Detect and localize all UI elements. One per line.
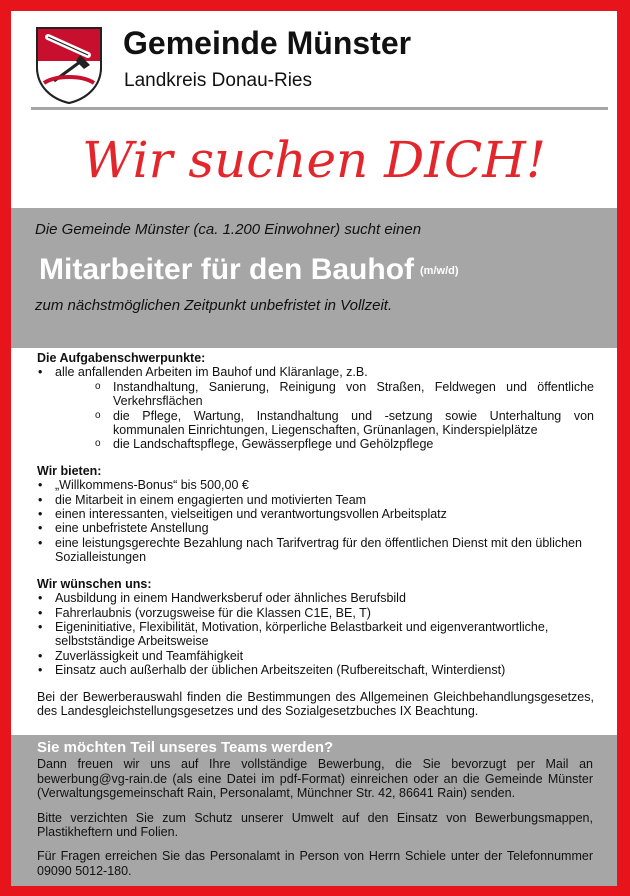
list-item xyxy=(37,365,594,451)
offer-heading: Wir bieten: xyxy=(37,463,102,478)
tasks-heading: Die Aufgabenschwerpunkte: xyxy=(37,351,206,365)
job-title-text: Mitarbeiter für den Bauhof xyxy=(39,253,415,286)
poster-page xyxy=(11,11,617,886)
list-item: • Eigeninitiative, Flexibilität, Motivation, körperliche Belastbarkeit und eigenverantwortliche, selbstständige Arbeitsweise xyxy=(37,620,594,649)
application-text: Dann freuen wir uns auf Ihre vollständige Bewerbung, die Sie bevorzugt per Mail an bewerbung@vg-rain.de (als eine Datei im pdf-Format) einreichen oder an die Gemeinde Münster (Verwaltungsgemeinschaft Rain, Personalamt, Münchner Str. 42, 86641 Rain) senden. xyxy=(37,757,593,801)
job-description xyxy=(37,351,594,718)
job-terms: zum nächstmöglichen Zeitpunkt unbefristet in Vollzeit. xyxy=(35,297,393,314)
tasks-list xyxy=(37,365,594,451)
contact-box xyxy=(11,735,617,886)
list-item: • eine unbefristete Anstellung xyxy=(37,521,594,535)
environment-note: Bitte verzichten Sie zum Schutz unserer Umwelt auf den Einsatz von Bewerbungsmappen, Plastikheftern und Folien. xyxy=(37,810,593,840)
header-divider xyxy=(31,107,608,110)
list-item: o die Landschaftspflege, Gewässerpflege und Gehölzpflege xyxy=(95,437,594,451)
contact-content xyxy=(37,741,593,886)
org-name: Gemeinde Münster xyxy=(123,25,412,61)
job-title xyxy=(39,253,459,287)
job-intro: Die Gemeinde Münster (ca. 1.200 Einwohner) sucht einen xyxy=(35,221,422,238)
list-item: • einen interessanten, vielseitigen und verantwortungsvollen Arbeitsplatz xyxy=(37,507,594,521)
offer-list xyxy=(37,478,594,564)
list-item: • die Mitarbeit in einem engagierten und motivierten Team xyxy=(37,493,594,507)
org-district: Landkreis Donau-Ries xyxy=(124,70,312,91)
legal-note: Bei der Bewerberauswahl finden die Bestimmungen des Allgemeinen Gleichbehandlungsgesetzes, des Landesgleichstellungsgesetzes und des Sozialgesetzbuches IX Beachtung. xyxy=(37,689,594,718)
list-item: • Ausbildung in einem Handwerksberuf oder ähnliches Berufsbild xyxy=(37,591,594,605)
headline: Wir suchen DICH! xyxy=(82,131,546,189)
tasks-sublist xyxy=(55,380,594,452)
contact-title: Sie möchten Teil unseres Teams werden? xyxy=(37,739,334,756)
phone-note: Für Fragen erreichen Sie das Personalamt in Person von Herrn Schiele unter der Telefonnummer 09090 5012-180. xyxy=(37,849,593,878)
coat-of-arms-icon xyxy=(34,25,104,105)
list-item: • eine leistungsgerechte Bezahlung nach Tarifvertrag für den öffentlichen Dienst mit den üblichen Sozialleistungen xyxy=(37,536,594,565)
list-item: o Instandhaltung, Sanierung, Reinigung von Straßen, Feldwegen und öffentliche Verkehrsflächen xyxy=(95,380,594,409)
wish-list xyxy=(37,591,594,677)
tasks-main: alle anfallenden Arbeiten im Bauhof und Kläranlage, z.B. xyxy=(55,365,368,380)
list-item: • „Willkommens-Bonus“ bis 500,00 € xyxy=(37,478,594,492)
wish-heading: Wir wünschen uns: xyxy=(37,576,152,591)
list-item: • Fahrerlaubnis (vorzugsweise für die Klassen C1E, BE, T) xyxy=(37,606,594,620)
list-item: • Einsatz auch außerhalb der üblichen Arbeitszeiten (Rufbereitschaft, Winterdienst) xyxy=(37,663,594,677)
list-item: o die Pflege, Wartung, Instandhaltung und -setzung sowie Unterhaltung von kommunalen Einrichtungen, Liegenschaften, Grünanlagen, Kinderspielplätze xyxy=(95,409,594,438)
gender-tag: (m/w/d) xyxy=(420,265,459,278)
list-item: • Zuverlässigkeit und Teamfähigkeit xyxy=(37,649,594,663)
job-banner xyxy=(11,208,617,348)
